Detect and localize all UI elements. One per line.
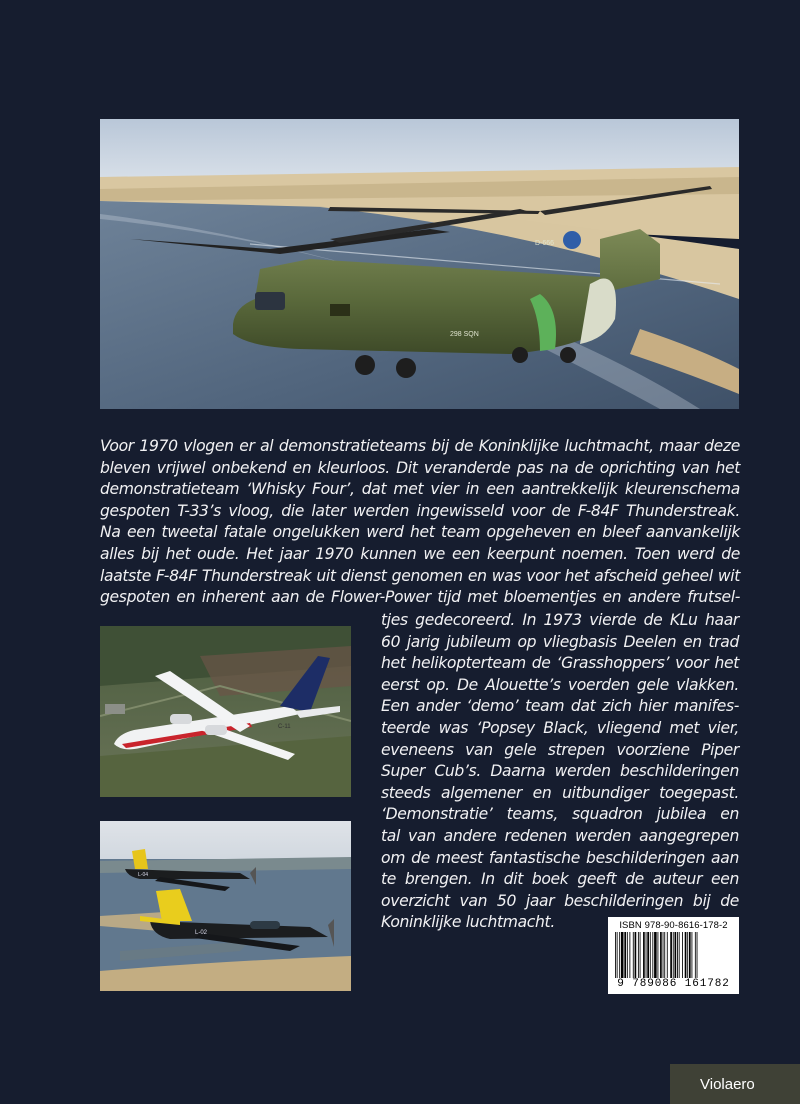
chinook-helicopter-photo [100,119,739,409]
pilatus-code-back: L-02 [195,930,208,936]
barcode-bar [643,932,645,978]
text-line: 60 jarig jubileum op vliegbasis Deelen en trad [381,632,739,651]
barcode-bar [667,932,668,978]
chinook-fuselage-text: 298 SQN [450,331,479,338]
intro-text-top [100,436,740,609]
barcode-bar [695,932,696,978]
chinook-tail-code: D-666 [535,240,555,247]
fokker-tail-code: C-11 [278,724,291,730]
text-line: alles bij het oude. Het jaar 1970 kunnen we een keerpunt noemen. Toen werd de [100,544,740,563]
barcode-digits: 9 789086 161782 [617,978,730,990]
barcode-bar [647,932,649,978]
barcode-bar [640,932,641,978]
fokker-aircraft-photo [100,626,351,797]
text-line: teerde was ‘Popsey Black, vliegend met vier, [381,718,739,737]
barcode-bar [617,932,618,978]
text-line: eerst op. De Alouette’s voerden gele vlakken. [381,675,739,694]
text-line: tal van andere redenen werden aangegrepen [381,826,739,845]
isbn-label: ISBN 978-90-8616-178-2 [619,920,728,931]
barcode-bar [615,932,616,978]
text-line: Super Cub’s. Daarna werden beschilderingen [381,762,739,781]
text-line: om de meest fantastische beschilderingen aan [381,848,739,867]
barcode-bar [670,932,672,978]
barcode-bar [658,932,659,978]
barcode-bar [627,932,628,978]
barcode-bar [687,932,688,978]
barcode-bar [638,932,639,978]
pilatus-aircraft-photo [100,821,351,991]
text-line: te brengen. In dit boek geeft de auteur een [381,870,739,889]
text-line: steeds algemener en uitbundiger toegepast. [381,783,739,802]
barcode-bar [621,932,624,978]
barcode-bar [664,932,665,978]
intro-text-right-column [381,610,739,934]
barcode-bar [679,932,680,978]
barcode-bar [689,932,691,978]
text-line: eveneens van gele strepen voorziene Piper [381,740,739,759]
barcode-bar [650,932,651,978]
barcode-bar [635,932,637,978]
text-line: ‘Demonstratie’ teams, squadron jubilea en [381,805,739,824]
pilatus-code-front: L-04 [138,872,149,878]
barcode-bars [614,932,733,978]
barcode-bar [660,932,662,978]
text-line: Een ander ‘demo’ team dat zich hier manifes- [381,697,739,716]
publisher-name: Violaero [670,1064,800,1104]
text-line: bleven vrijwel onbekend en kleurloos. Dit veranderde pas na de oprichting van het [100,458,740,477]
text-line: tjes gedecoreerd. In 1973 vierde de KLu haar [381,611,739,629]
barcode-bar [692,932,693,978]
barcode-bar [624,932,626,978]
barcode-bar [633,932,634,978]
barcode-bar [675,932,677,978]
text-line: gespoten T-33’s vloog, die later werden ingewisseld voor de F-84F Thunderstreak. [100,501,740,520]
text-line: gespoten en inherent aan de Flower-Power tijd met bloementjes en andere frutsel- [100,588,740,607]
barcode-bar [677,932,678,978]
barcode-bar [629,932,630,978]
text-line: Voor 1970 vlogen er al demonstratieteams bij de Koninklijke luchtmacht, maar deze [100,437,740,455]
barcode-bar [685,932,687,978]
barcode-bar [682,932,683,978]
text-line: demonstratieteam ‘Whisky Four’, dat met vier in een aantrekkelijk kleurenschema [100,480,740,499]
barcode-bar [646,932,647,978]
barcode-bar [652,932,653,978]
barcode-bar [619,932,620,978]
text-line: overzicht van 50 jaar beschilderingen bij de [381,891,739,910]
barcode-bar [654,932,657,978]
barcode-bar [697,932,698,978]
text-line: het helikopterteam de ‘Grasshoppers’ voor het [381,654,739,673]
barcode-bar [673,932,674,978]
text-line: Koninklijke luchtmacht. [381,913,555,932]
barcode-bar [663,932,664,978]
text-line: Na een tweetal fatale ongelukken werd het team opgeheven en bleef aanvankelijk [100,523,740,542]
text-line: laatste F-84F Thunderstreak uit dienst genomen en was voor het afscheid geheel wit [100,566,740,585]
isbn-barcode [608,917,739,994]
